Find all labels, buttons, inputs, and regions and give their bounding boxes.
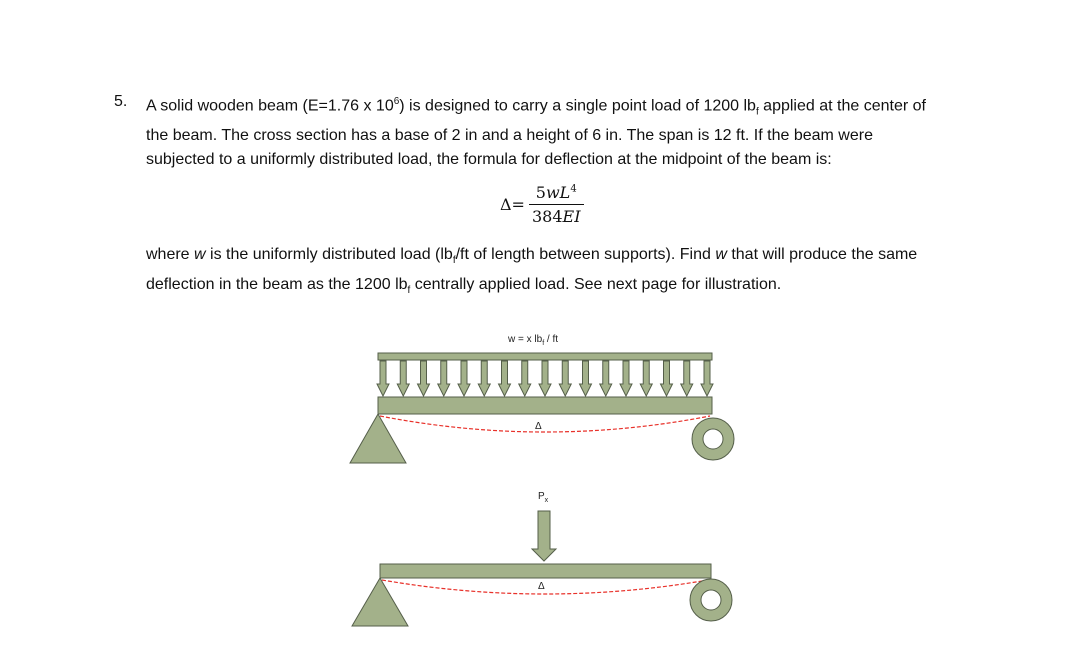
load-arrow	[458, 361, 470, 396]
roller-hole-2	[701, 590, 721, 610]
intro-text-1: A solid wooden beam (E=1.76 x 10	[146, 97, 394, 115]
deflection-curve-1	[380, 416, 710, 432]
where-text-4: that will produce the same deflection in the beam as the 1200 lb	[146, 246, 918, 293]
delta-label-1: Δ	[535, 421, 542, 432]
intro-exponent: 6	[393, 96, 400, 107]
where-text-3: /ft of length between supports). Find	[455, 246, 716, 264]
load-label-1-pre: w = x lb	[508, 334, 543, 345]
distributed-load-label	[508, 334, 558, 347]
roller-hole-1	[703, 429, 723, 449]
where-text-2: is the uniformly distributed load (lb	[205, 246, 453, 264]
formula-den-coef: 384	[531, 207, 563, 226]
diagram-distributed-load	[350, 353, 734, 463]
where-w: w	[194, 246, 206, 264]
distributed-load-arrows	[377, 361, 713, 396]
load-arrow	[559, 361, 571, 396]
load-label-2-pre: P	[538, 491, 545, 502]
load-arrow	[499, 361, 511, 396]
formula-num-var: wL	[545, 183, 571, 202]
problem-number: 5.	[114, 93, 128, 110]
delta-label-2: Δ	[538, 581, 545, 592]
formula-num-coef: 5	[535, 183, 546, 202]
formula-lhs: Δ=	[500, 195, 525, 214]
load-arrow	[600, 361, 612, 396]
diagram-point-load	[352, 511, 732, 626]
load-arrow	[438, 361, 450, 396]
formula-num-exp: 4	[570, 183, 577, 195]
pin-support-2	[352, 578, 408, 626]
intro-subscript: f	[755, 106, 759, 118]
intro-text-2: ) is designed to carry a single point load of 1200 lb	[399, 97, 756, 115]
load-arrow	[519, 361, 531, 396]
beam-1	[378, 397, 712, 414]
load-arrow	[539, 361, 551, 396]
load-arrow	[418, 361, 430, 396]
load-label-1-post: / ft	[544, 334, 559, 345]
where-text-1: where	[146, 246, 195, 264]
load-arrow	[701, 361, 713, 396]
intro-text-3: applied at the center of the beam. The cross section has a base of 2 in and a height of 6 in. The span is 12 ft. If the beam were subjected to a uniformly distributed load, the formula for deflection at the midpoint of the beam is:	[146, 97, 926, 168]
where-subscript-1: f	[452, 255, 456, 267]
load-arrow	[620, 361, 632, 396]
beam-2	[380, 564, 711, 578]
load-arrow	[580, 361, 592, 396]
pin-support-1	[350, 414, 406, 463]
load-arrow	[640, 361, 652, 396]
point-load-arrow	[532, 511, 556, 561]
deflection-curve-2	[382, 580, 708, 594]
where-w2: w	[715, 246, 727, 264]
load-arrow	[681, 361, 693, 396]
load-arrow	[661, 361, 673, 396]
where-text-5: centrally applied load. See next page for illustration.	[410, 275, 782, 293]
where-subscript-2: f	[407, 284, 411, 296]
distributed-load-top-bar	[378, 353, 712, 360]
load-label-2-sub: x	[544, 497, 549, 504]
load-label-1-sub: f	[542, 340, 545, 347]
load-arrow	[377, 361, 389, 396]
load-arrow	[397, 361, 409, 396]
load-arrow	[478, 361, 490, 396]
point-load-label	[538, 491, 548, 504]
formula-den-var: EI	[562, 207, 581, 226]
